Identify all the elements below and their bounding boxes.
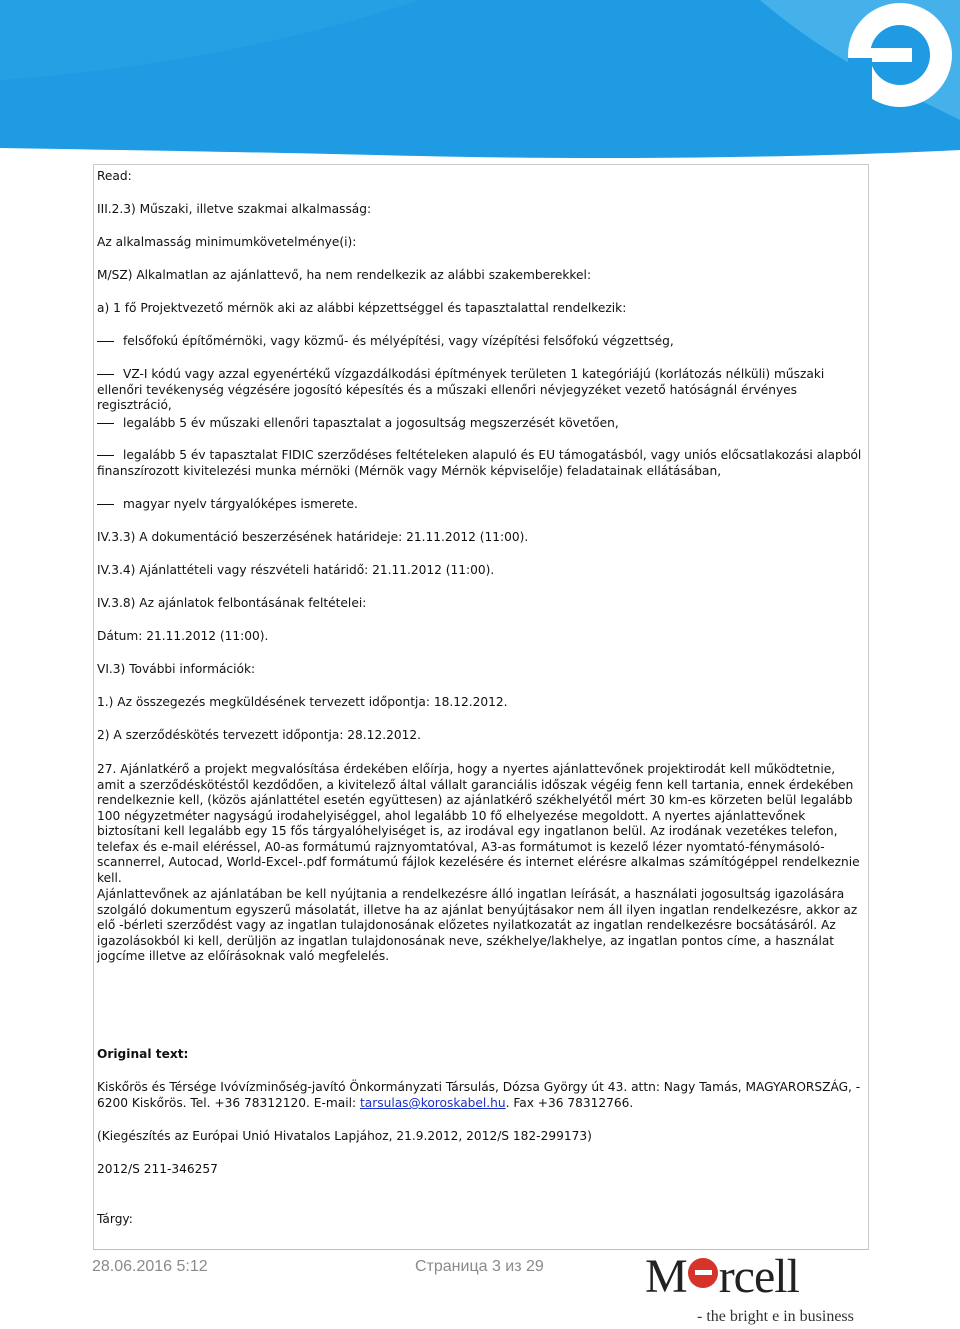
text-line: VI.3) További információk: — [97, 662, 256, 676]
logo-e-icon — [688, 1258, 718, 1288]
paragraph: Ajánlattevőnek az ajánlatában be kell nyújtania a rendelkezésre álló ingatlan leírását, a használati jogosultság igazolására szolgáló dokumentum egyszerű másolatát, illetve ha az ajánlat benyújtásakor nem áll ilyen ingatlan rendelkezésre, akkor az elő -bérleti szerződést vagy az ingatlan tulajdonosának előzetes nyilatkozatát az ingatlan rendelkezésre bocsátásáról. Az igazolásokból ki kell, derüljön az ingatlan tulajdonosának neve, székhelye/lakhelye, az ingatlan pontos címe, a használat jogcíme illetve az előírásoknak való megfelelés. — [97, 887, 858, 963]
paragraph: 27. Ajánlatkérő a projekt megvalósítása érdekében előírja, hogy a nyertes ajánlattevőnek projektirodát kell működtetnie, amit a szerződéskötéstől kezdődően, a kivitelező által vállalt garanciális időszak végéig fenn kell tartania, ennek érdekében rendelkeznie kell, (közös ajánlattétel esetén együttesen) az ajánlatkérő székhelyétől mért 30 km-es körzeten belül legalább 100 négyzetméter nagyságú irodahelyiséggel, ahol legalább 10 fő elhelyezése megoldott. A nyertes ajánlattevőnek biztosítani kell legalább egy 15 fős tárgyalóhelyiséget is, az irodával egy ingatlanon belül. Az irodának vezetékes telefon, telefax és e-mail eléréssel, A0-as formátumú rajznyomtatóval, A3-as formátumot is kezelő lézer nyomtató-fénymásoló-scannerrel, Autocad, World-Excel-.pdf formátumú fájlok kezelésére és internet elérésre alkalmas számítógéppel rendelkeznie kell. — [97, 762, 860, 885]
reference-number: 2012/S 211-346257 — [97, 1162, 218, 1176]
footer-page-number: Страница 3 из 29 — [415, 1258, 544, 1275]
dash-bullet-icon — [97, 341, 114, 342]
dash-bullet-icon — [97, 423, 114, 424]
dash-bullet-icon — [97, 455, 114, 456]
text-line: M/SZ) Alkalmatlan az ajánlattevő, ha nem rendelkezik az alábbi szakemberekkel: — [97, 268, 592, 282]
contact-line: Kiskőrös és Térsége Ivóvízminőség-javító Önkormányzati Társulás, Dózsa György út 43. attn: Nagy Tamás, MAGYARORSZÁG, - — [97, 1080, 861, 1094]
text-line: 2) A szerződéskötés tervezett időpontja: 28.12.2012. — [97, 728, 421, 742]
text-line: IV.3.8) Az ajánlatok felbontásának feltételei: — [97, 596, 367, 610]
company-logo: M rcell — [645, 1250, 799, 1303]
supplement-line: (Kiegészítés az Európai Unió Hivatalos Lapjához, 21.9.2012, 2012/S 182-299173) — [97, 1129, 592, 1143]
text-line: a) 1 fő Projektvezető mérnök aki az alábbi képzettséggel és tapasztalattal rendelkezik: — [97, 301, 627, 315]
list-item: felsőfokú építőmérnöki, vagy közmű- és mélyépítési, vagy vízépítési felsőfokú végzettség, — [97, 334, 674, 350]
list-item: magyar nyelv tárgyalóképes ismerete. — [97, 497, 358, 513]
header-banner — [0, 0, 960, 160]
list-item: VZ-I kódú vagy azzal egyenértékű vízgazdálkodási építmények területen 1 kategóriájú (korlátozás nélküli) műszaki ellenőri tevékenység végzésére jogosító képesítés és a műszaki ellenőri névjegyzéket vezető hatóságnál érvényes regisztráció, — [97, 367, 825, 412]
section-heading: III.2.3) Műszaki, illetve szakmai alkalmasság: — [97, 202, 372, 216]
list-item: legalább 5 év tapasztalat FIDIC szerződéses feltételeken alapuló és EU támogatásból, vagy uniós előcsatlakozási alapból finanszírozott kivitelezési munka mérnöki (Mérnök vagy Mérnök képviselője) feladatainak ellátásában, — [97, 448, 862, 478]
footer-date: 28.06.2016 5:12 — [92, 1258, 208, 1275]
original-text-heading: Original text: — [97, 1047, 189, 1061]
text-line: 1.) Az összegezés megküldésének tervezett időpontja: 18.12.2012. — [97, 695, 508, 709]
read-label: Read: — [97, 169, 132, 183]
subject-label: Tárgy: — [97, 1212, 133, 1226]
contact-line: 6200 Kiskőrös. Tel. +36 78312120. E-mail: tarsulas@koroskabel.hu. Fax +36 78312766. — [97, 1096, 634, 1110]
text-line: Dátum: 21.11.2012 (11:00). — [97, 629, 269, 643]
email-link[interactable]: tarsulas@koroskabel.hu — [360, 1096, 506, 1110]
dash-bullet-icon — [97, 504, 114, 505]
text-line: IV.3.3) A dokumentáció beszerzésének határideje: 21.11.2012 (11:00). — [97, 530, 529, 544]
dash-bullet-icon — [97, 374, 114, 375]
list-item: legalább 5 év műszaki ellenőri tapasztalat a jogosultság megszerzését követően, — [97, 416, 619, 432]
text-line: IV.3.4) Ajánlattételi vagy részvételi határidő: 21.11.2012 (11:00). — [97, 563, 495, 577]
logo-tagline: - the bright e in business — [697, 1308, 854, 1325]
text-line: Az alkalmasság minimumkövetelménye(i): — [97, 235, 357, 249]
